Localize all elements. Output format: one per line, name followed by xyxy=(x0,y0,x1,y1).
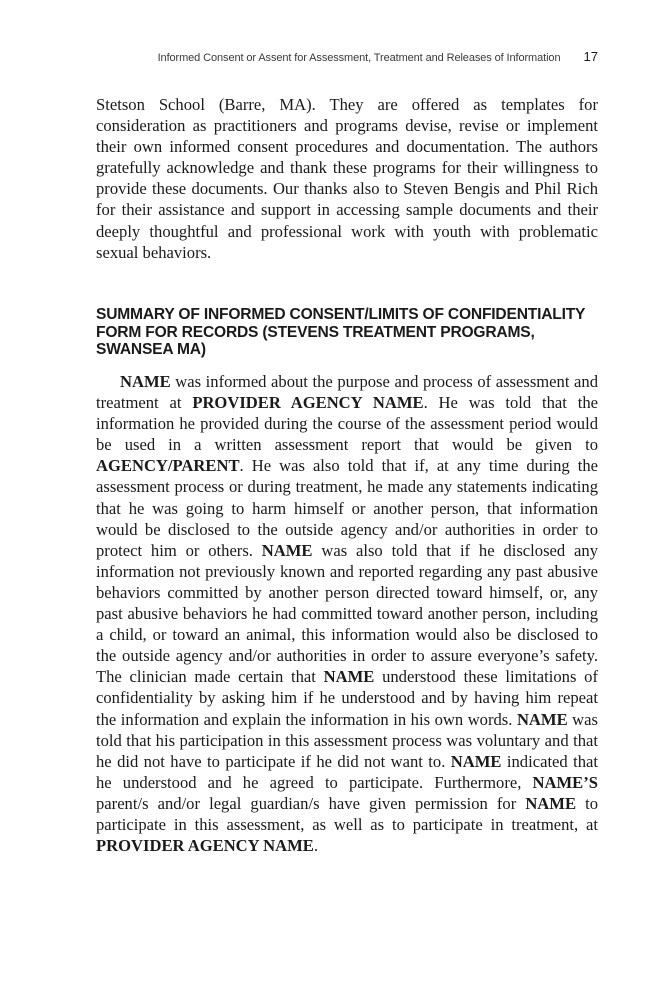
summary-run: was told that his participation in this assessment process was voluntary and that he did not have to participate if he did not want to. xyxy=(96,709,598,771)
section-heading: SUMMARY OF INFORMED CONSENT/LIMITS OF CONFIDENTIALITY FORM FOR RECORDS (STEVENS TREATMENT PROGRAMS, SWANSEA MA) xyxy=(96,306,585,358)
running-header xyxy=(96,49,598,67)
summary-run: NAME xyxy=(323,667,375,687)
summary-run: was also told that if he disclosed any information not previously known and reported regarding any past abusive behaviors committed by another person directed toward himself, or, any past abusive behaviors he had committed toward another person, including a child, or toward an animal, this information would also be disclosed to the outside agency and/or authorities in order to assure everyone’s safety. The clinician made certain that xyxy=(96,540,598,687)
summary-run: parent/s and/or legal guardian/s have given permission for xyxy=(96,793,526,813)
summary-run: to participate in this assessment, as well as to participate in treatment, at xyxy=(96,793,599,834)
summary-run: NAME xyxy=(120,372,171,391)
summary-run: PROVIDER AGENCY NAME xyxy=(192,393,424,413)
summary-run: NAME xyxy=(525,793,577,813)
summary-run: . xyxy=(313,836,319,856)
summary-run: . He was told that the information he provided during the course of the assessment period would be used in a written assessment report that would be given to xyxy=(96,393,599,455)
summary-run: . He was also told that if, at any time during the assessment process or during treatment, he made any statements indicating that he was going to harm himself or another person, that information would be disclosed to the outside agency and/or authorities in order to protect him or others. xyxy=(96,456,598,560)
intro-paragraph: Stetson School (Barre, MA). They are offered as templates for consideration as practitioners and programs devise, revise or implement their own informed consent procedures and documentation. The authors gratefully acknowledge and thank these programs for their willingness to provide these documents. Our thanks also to Steven Bengis and Phil Rich for their assistance and support in accessing sample documents and their deeply thoughtful and professional work with youth with problematic sexual behaviors. xyxy=(96,95,598,262)
summary-run: PROVIDER AGENCY NAME xyxy=(96,836,314,856)
summary-run: understood these limitations of confidentiality by asking him if he understood and by having him repeat the information and explain the information in his own words. xyxy=(96,667,598,729)
summary-run: NAME xyxy=(261,540,313,560)
summary-run: AGENCY/PARENT xyxy=(96,456,240,476)
summary-run: NAME’S xyxy=(532,772,598,792)
page-number: 17 xyxy=(583,49,598,64)
summary-run: NAME xyxy=(516,709,568,729)
running-title: Informed Consent or Assent for Assessment, Treatment and Releases of Information xyxy=(157,52,561,64)
summary-paragraph xyxy=(96,371,598,856)
summary-run: was informed about the purpose and process of assessment and treatment at xyxy=(96,372,598,413)
summary-run: NAME xyxy=(450,751,502,771)
summary-run: indicated that he understood and he agreed to participate. Furthermore, xyxy=(96,751,599,792)
